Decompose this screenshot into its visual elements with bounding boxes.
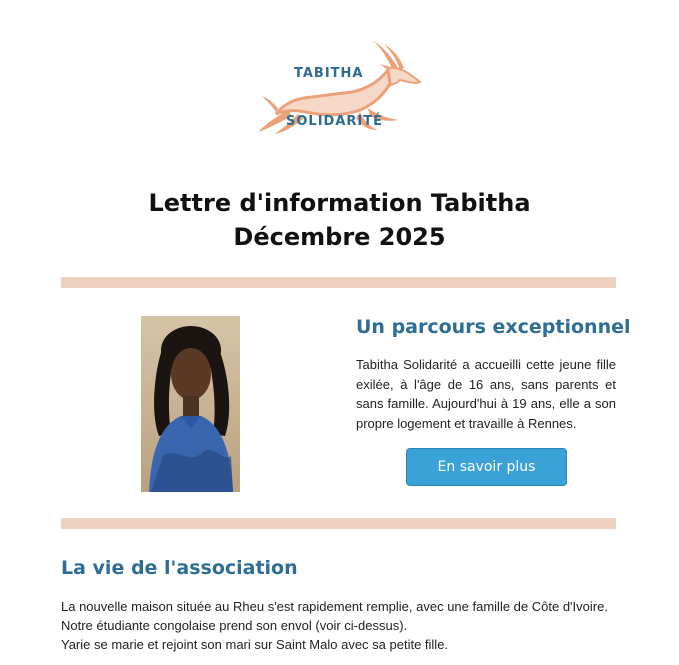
newsletter-title-line2: Décembre 2025 bbox=[233, 223, 446, 251]
portrait-illustration bbox=[141, 316, 240, 492]
article-body: Tabitha Solidarité a accueilli cette jeune fille exilée, à l'âge de 16 ans, sans parents et sans famille. Aujourd'hui à 19 ans, elle a son propre logement et travaille à Rennes. bbox=[356, 357, 616, 431]
association-paragraph: Notre étudiante congolaise prend son envol (voir ci-dessus). bbox=[61, 618, 408, 633]
association-paragraph: La nouvelle maison située au Rheu s'est rapidement remplie, avec une famille de Côte d'Ivoire. bbox=[61, 599, 608, 614]
tabitha-solidarite-logo bbox=[248, 36, 428, 140]
newsletter-title-line1: Lettre d'information Tabitha bbox=[148, 189, 531, 217]
section-divider bbox=[61, 518, 616, 529]
association-paragraph: Yarie se marie et rejoint son mari sur Saint Malo avec sa petite fille. bbox=[61, 637, 449, 652]
association-life-heading: La vie de l'association bbox=[61, 557, 298, 579]
logo-text-line2: SOLIDARITÉ bbox=[286, 114, 383, 129]
newsletter-title bbox=[0, 186, 679, 254]
logo-text-line1: TABITHA bbox=[294, 66, 364, 81]
portrait-photo bbox=[141, 316, 240, 492]
association-life-text bbox=[61, 597, 616, 654]
article-heading: Un parcours exceptionnel bbox=[356, 316, 631, 338]
learn-more-button[interactable]: En savoir plus bbox=[406, 448, 567, 486]
section-divider bbox=[61, 277, 616, 288]
